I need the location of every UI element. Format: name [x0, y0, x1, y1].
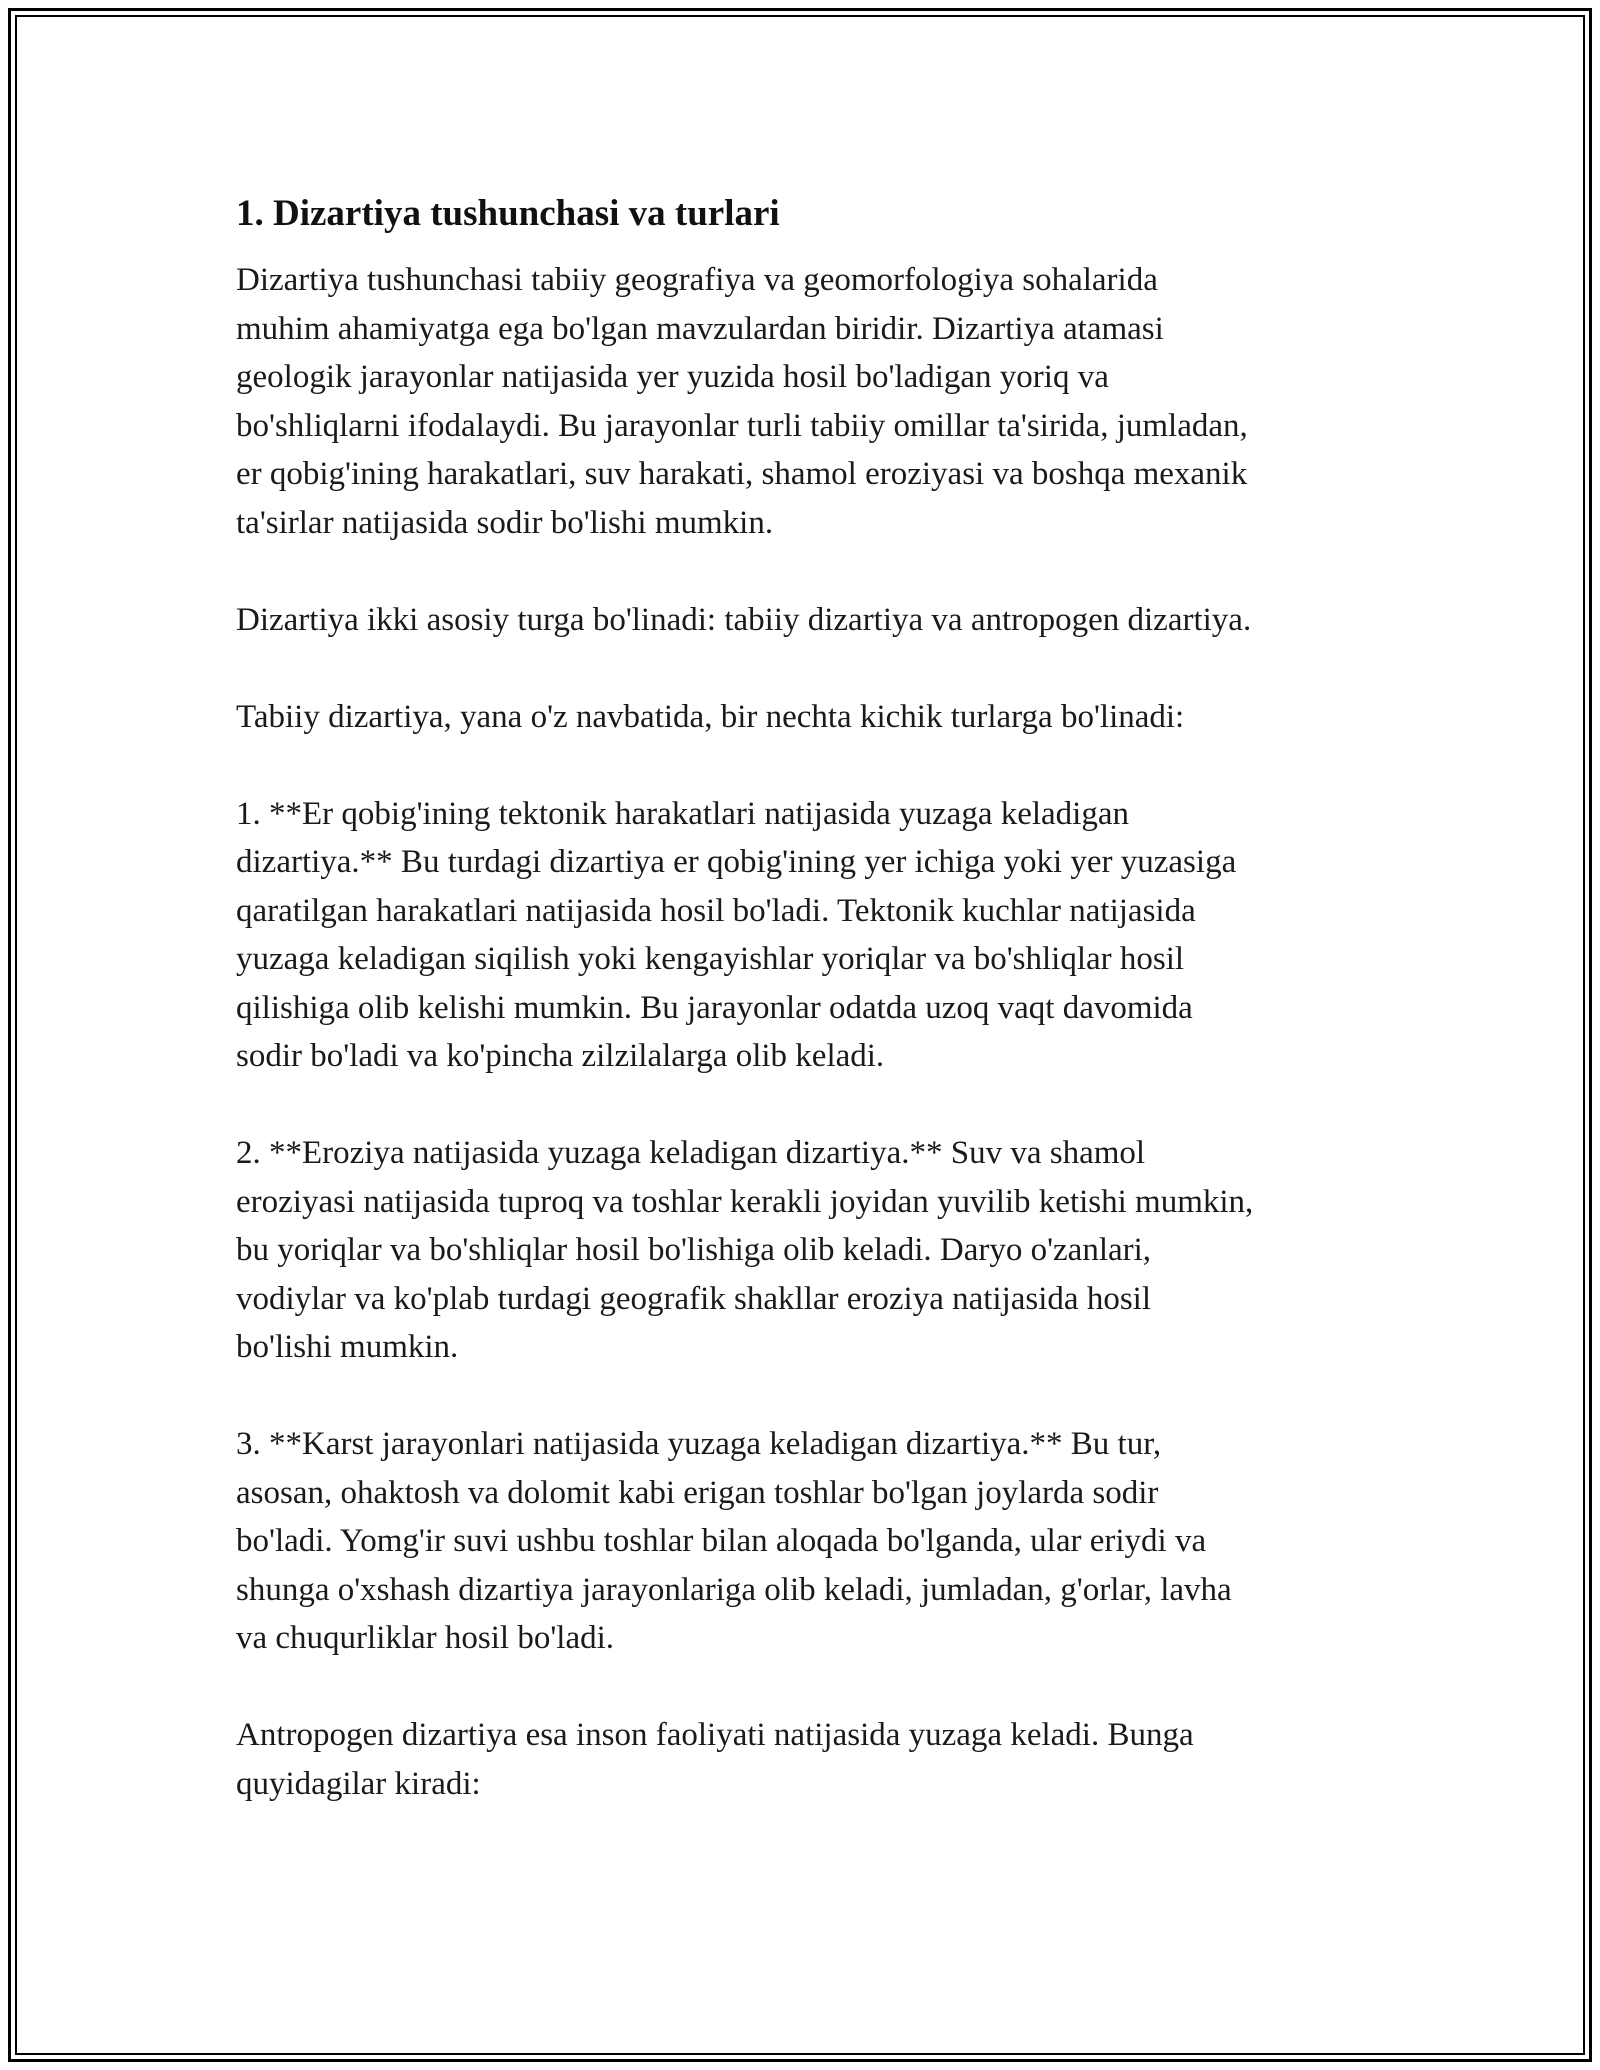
paragraph-intro: Dizartiya tushunchasi tabiiy geografiya va geomorfologiya sohalarida muhim ahamiyatga ega bo'lgan mavzulardan biridir. Dizartiya atamasi geologik jarayonlar natijasida yer yuzida hosil bo'ladigan yoriq va bo'shliqlarni ifodalaydi. Bu jarayonlar turli tabiiy omillar ta'sirida, jumladan, er qobig'ining harakatlari, suv harakati, shamol eroziyasi va boshqa mexanik ta'sirlar natijasida sodir bo'lishi mumkin. [236, 262, 1248, 541]
paragraph-tectonic: 1. **Er qobig'ining tektonik harakatlari natijasida yuzaga keladigan dizartiya.** Bu turdagi dizartiya er qobig'ining yer ichiga yoki yer yuzasiga qaratilgan harakatlari natijasida hosil bo'ladi. Tektonik kuchlar natijasida yuzaga keladigan siqilish yoki kengayishlar yoriqlar va bo'shliqlar hosil qilishiga olib kelishi mumkin. Bu jarayonlar odatda uzoq vaqt davomida sodir bo'ladi va ko'pincha zilzilalarga olib keladi. [236, 795, 1237, 1074]
paragraph-natural-subtypes: Tabiiy dizartiya, yana o'z navbatida, bir nechta kichik turlarga bo'linadi: [236, 698, 1185, 735]
section-heading: 1. Dizartiya tushunchasi va turlari [236, 193, 780, 234]
paragraph-anthropogenic: Antropogen dizartiya esa inson faoliyati natijasida yuzaga keladi. Bunga quyidagilar kiradi: [236, 1717, 1194, 1802]
document-body [236, 190, 1376, 1857]
paragraph-types: Dizartiya ikki asosiy turga bo'linadi: tabiiy dizartiya va antropogen dizartiya. [236, 601, 1252, 638]
paragraph-karst: 3. **Karst jarayonlari natijasida yuzaga keladigan dizartiya.** Bu tur, asosan, ohaktosh va dolomit kabi erigan toshlar bo'lgan joylarda sodir bo'ladi. Yomg'ir suvi ushbu toshlar bilan aloqada bo'lganda, ular eriydi va shunga o'xshash dizartiya jarayonlariga olib keladi, jumladan, g'orlar, lavha va chuqurliklar hosil bo'ladi. [236, 1426, 1232, 1656]
paragraph-erosion: 2. **Eroziya natijasida yuzaga keladigan dizartiya.** Suv va shamol eroziyasi natijasida tuproq va toshlar kerakli joyidan yuvilib ketishi mumkin, bu yoriqlar va bo'shliqlar hosil bo'lishiga olib keladi. Daryo o'zanlari, vodiylar va ko'plab turdagi geografik shakllar eroziya natijasida hosil bo'lishi mumkin. [236, 1135, 1254, 1365]
